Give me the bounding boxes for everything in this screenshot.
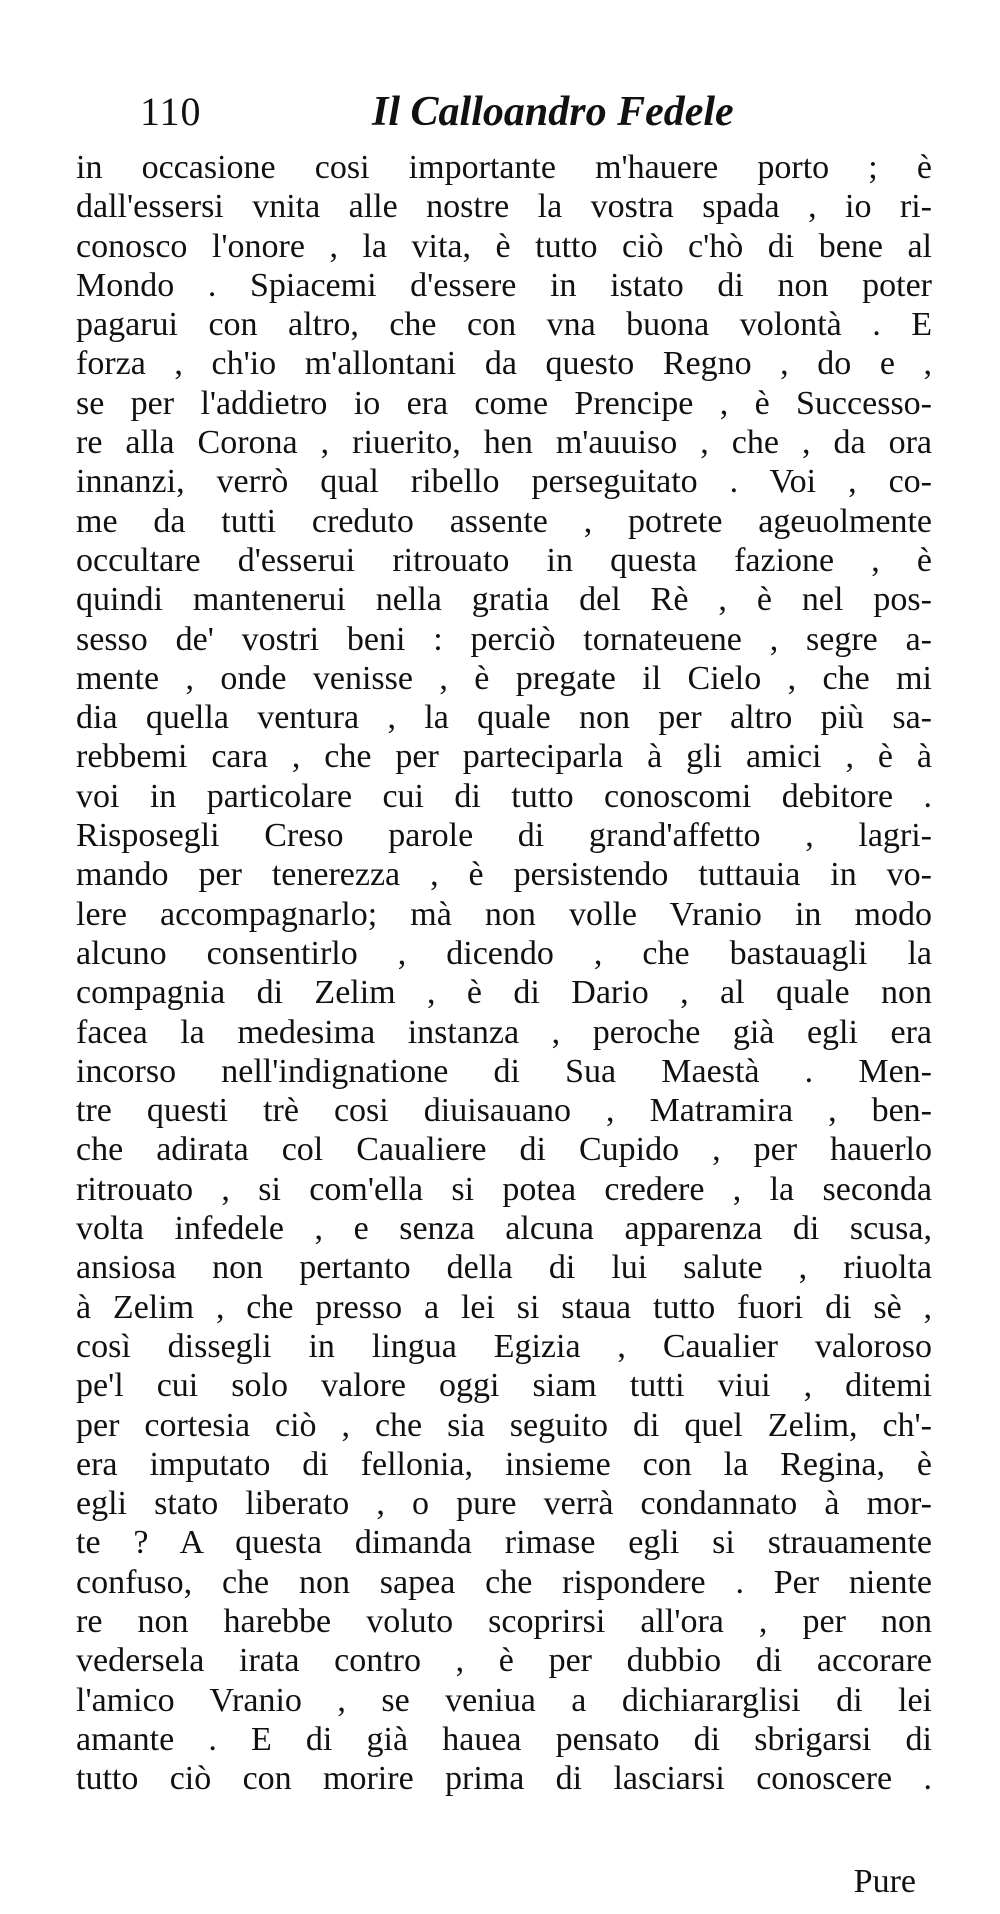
catchword: Pure	[853, 1863, 916, 1900]
text-line: era imputato di fellonia, insieme con la Regina, è	[76, 1445, 932, 1483]
body-text	[76, 148, 932, 1798]
running-title: Il Calloandro Fedele	[372, 89, 734, 135]
text-line: mando per tenerezza , è persistendo tuttauia in vo-	[76, 856, 932, 894]
text-line: incorso nell'indignatione di Sua Maestà . Men-	[76, 1052, 932, 1090]
text-line: se per l'addietro io era come Prencipe , è Successo-	[76, 384, 932, 422]
text-line: re alla Corona , riuerito, hen m'auuiso , che , da ora	[76, 424, 932, 462]
text-line: dall'essersi vnita alle nostre la vostra spada , io ri-	[76, 188, 932, 226]
text-line: per cortesia ciò , che sia seguito di quel Zelim, ch'-	[76, 1406, 932, 1444]
text-line: amante . E di già hauea pensato di sbrigarsi di	[76, 1720, 932, 1758]
text-line: compagnia di Zelim , è di Dario , al quale non	[76, 974, 932, 1012]
text-line: rebbemi cara , che per parteciparla à gli amici , è à	[76, 738, 932, 776]
text-line: pe'l cui solo valore oggi siam tutti viui , ditemi	[76, 1367, 932, 1405]
text-line: tutto ciò con morire prima di lasciarsi conoscere .	[76, 1760, 932, 1798]
text-line: pagarui con altro, che con vna buona volontà . E	[76, 306, 932, 344]
text-line: vedersela irata contro , è per dubbio di accorare	[76, 1642, 932, 1680]
text-line: conosco l'onore , la vita, è tutto ciò c'hò di bene al	[76, 227, 932, 265]
text-line: alcuno consentirlo , dicendo , che bastauagli la	[76, 934, 932, 972]
page-number: 110	[140, 89, 202, 134]
text-line: tre questi trè cosi diuisauano , Matramira , ben-	[76, 1092, 932, 1130]
text-line: l'amico Vranio , se veniua a dichiararglisi di lei	[76, 1681, 932, 1719]
text-line: forza , ch'io m'allontani da questo Regno , do e ,	[76, 345, 932, 383]
text-line: ansiosa non pertanto della di lui salute , riuolta	[76, 1249, 932, 1287]
text-line: ritrouato , si com'ella si potea credere , la seconda	[76, 1170, 932, 1208]
text-line: volta infedele , e senza alcuna apparenza di scusa,	[76, 1210, 932, 1248]
text-line: à Zelim , che presso a lei si staua tutto fuori di sè ,	[76, 1288, 932, 1326]
text-line: Risposegli Creso parole di grand'affetto , lagri-	[76, 817, 932, 855]
text-line: occultare d'esserui ritrouato in questa fazione , è	[76, 541, 932, 579]
text-line: dia quella ventura , la quale non per altro più sa-	[76, 699, 932, 737]
text-line: re non harebbe voluto scoprirsi all'ora , per non	[76, 1602, 932, 1640]
text-line: confuso, che non sapea che rispondere . Per niente	[76, 1563, 932, 1601]
text-line: facea la medesima instanza , peroche già egli era	[76, 1013, 932, 1051]
text-line: Mondo . Spiacemi d'essere in istato di non poter	[76, 266, 932, 304]
text-line: te ? A questa dimanda rimase egli si strauamente	[76, 1524, 932, 1562]
text-line: voi in particolare cui di tutto conoscomi debitore .	[76, 777, 932, 815]
text-line: me da tutti creduto assente , potrete ageuolmente	[76, 502, 932, 540]
text-line: quindi mantenerui nella gratia del Rè , è nel pos-	[76, 581, 932, 619]
text-line: mente , onde venisse , è pregate il Cielo , che mi	[76, 659, 932, 697]
text-line: sesso de' vostri beni : perciò tornateuene , segre a-	[76, 620, 932, 658]
text-line: egli stato liberato , o pure verrà condannato à mor-	[76, 1485, 932, 1523]
page-header	[140, 88, 800, 148]
text-line: così dissegli in lingua Egizia , Caualier valoroso	[76, 1327, 932, 1365]
text-line: in occasione cosi importante m'hauere porto ; è	[76, 149, 932, 186]
text-line: che adirata col Caualiere di Cupido , per hauerlo	[76, 1131, 932, 1169]
text-line: innanzi, verrò qual ribello perseguitato . Voi , co-	[76, 463, 932, 501]
text-line: lere accompagnarlo; mà non volle Vranio in modo	[76, 895, 932, 933]
